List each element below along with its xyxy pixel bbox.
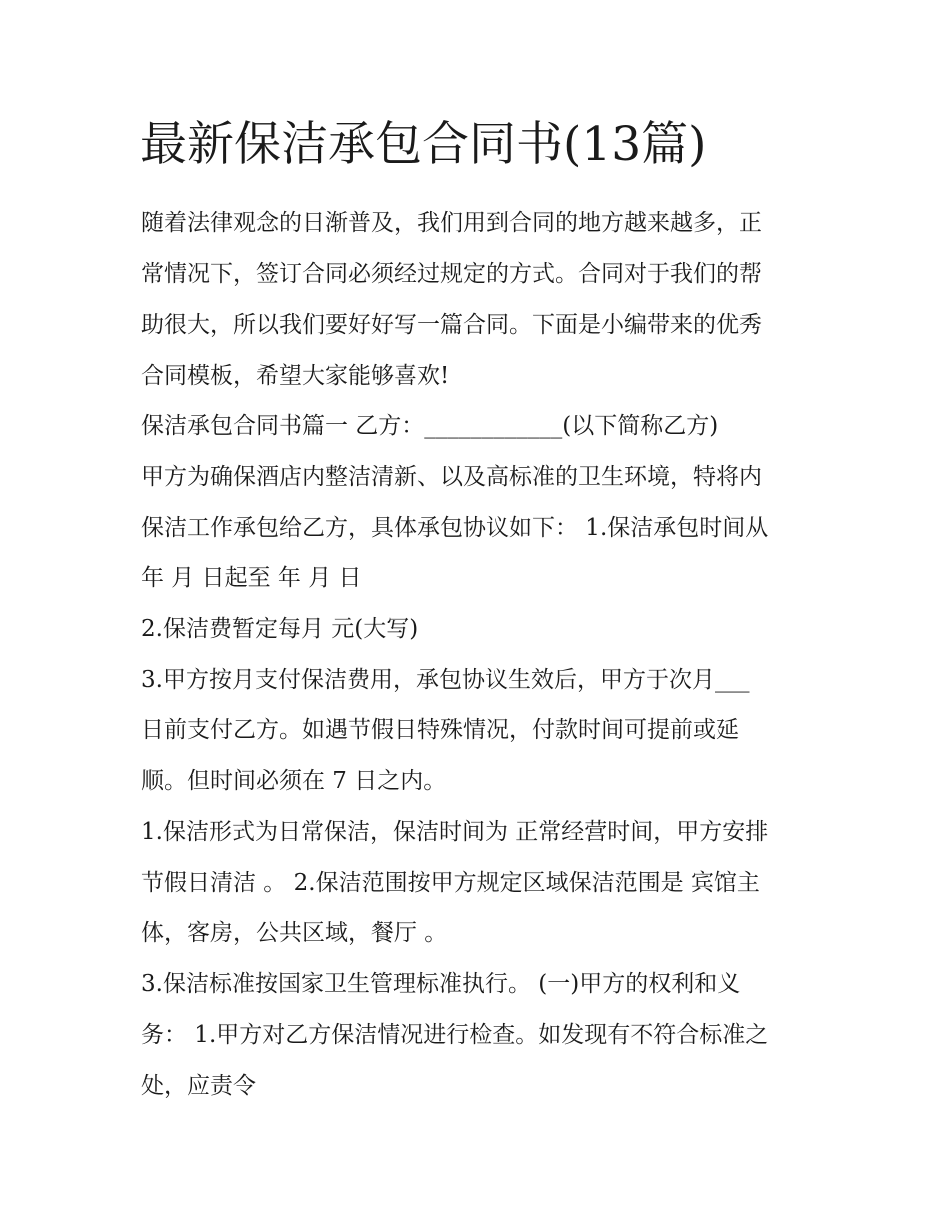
paragraph-line: 甲方为确保酒店内整洁清新、以及高标准的卫生环境，特将内 [141, 464, 762, 490]
paragraph-line: 助很大，所以我们要好好写一篇合同。下面是小编带来的优秀 [141, 312, 762, 338]
paragraph-line: 节假日清洁 。 2.保洁范围按甲方规定区域保洁范围是 宾馆主 [141, 870, 760, 896]
paragraph-line: 常情况下，签订合同必须经过规定的方式。合同对于我们的帮 [141, 261, 762, 287]
paragraph-line: 年 月 日起至 年 月 日 [141, 565, 362, 591]
paragraph-line: 日前支付乙方。如遇节假日特殊情况，付款时间可提前或延 [141, 717, 739, 743]
paragraph-line: 处，应责令 [141, 1073, 256, 1099]
paragraph-line: 顺。但时间必须在 7 日之内。 [141, 768, 447, 794]
paragraph-line: 随着法律观念的日渐普及，我们用到合同的地方越来越多，正 [141, 210, 762, 236]
document-title: 最新保洁承包合同书(13篇) [140, 117, 707, 172]
paragraph-line: 3.保洁标准按国家卫生管理标准执行。 (一)甲方的权利和义 [141, 971, 741, 997]
paragraph-line: 3.甲方按月支付保洁费用，承包协议生效后，甲方于次月___ [141, 667, 750, 693]
paragraph-line: 体，客房，公共区域，餐厅 。 [141, 920, 448, 946]
paragraph-line: 务： 1.甲方对乙方保洁情况进行检查。如发现有不符合标准之 [141, 1022, 769, 1048]
paragraph-line: 保洁工作承包给乙方，具体承包协议如下： 1.保洁承包时间从 [141, 515, 769, 541]
paragraph-line: 1.保洁形式为日常保洁，保洁时间为 正常经营时间，甲方安排 [141, 819, 769, 845]
paragraph-line: 合同模板，希望大家能够喜欢! [141, 363, 450, 389]
paragraph-line: 保洁承包合同书篇一 乙方：____________(以下简称乙方) [141, 413, 719, 439]
paragraph-line: 2.保洁费暂定每月 元(大写) [141, 616, 419, 642]
